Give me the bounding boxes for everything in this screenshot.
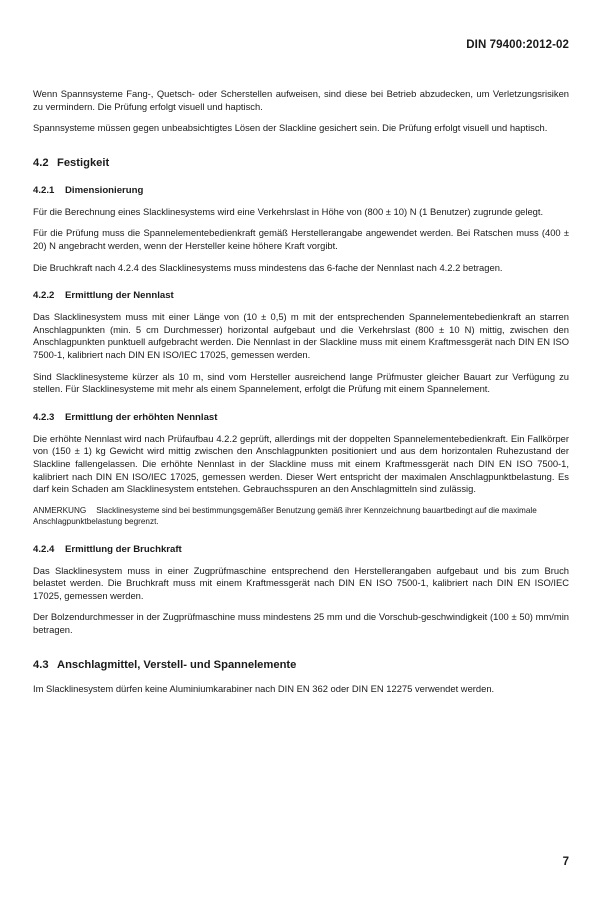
document-page (33, 0, 569, 902)
note (33, 505, 569, 528)
paragraph: Wenn Spannsysteme Fang-, Quetsch- oder Scherstellen aufweisen, sind diese bei Betrieb abzudecken, um Verletzungsrisiken zu vermindern. Die Prüfung erfolgt visuell und haptisch. (33, 88, 569, 112)
paragraph: Im Slacklinesystem dürfen keine Aluminiumkarabiner nach DIN EN 362 oder DIN EN 12275 verwendet werden. (33, 682, 495, 694)
section-title: Ermittlung der Bruchkraft (65, 543, 182, 555)
paragraph: Das Slacklinesystem muss in einer Zugprüfmaschine entsprechend den Herstellerangaben aufgebaut und bis zum Bruch belastet werden. Die Bruchkraft muss mit einem Kraftmessgerät nach DIN EN ISO 7500-1, kalibriert nach DIN EN ISO/IEC 17025, gemessen werden. (33, 564, 569, 601)
section-title: Ermittlung der Nennlast (65, 290, 174, 302)
paragraph: Für die Berechnung eines Slacklinesystems wird eine Verkehrslast in Höhe von (800 ± 10) N (1 Benutzer) zugrunde gelegt. (33, 205, 544, 217)
section-heading-4-2-4 (33, 544, 569, 555)
section-heading-4-2-2 (33, 290, 569, 301)
section-number: 4.3 (33, 658, 49, 671)
paragraph: Spannsysteme müssen gegen unbeabsichtigtes Lösen der Slackline gesichert sein. Die Prüfung erfolgt visuell und haptisch. (33, 122, 548, 134)
page-number: 7 (562, 856, 569, 868)
section-title: Anschlagmittel, Verstell- und Spannelemente (57, 658, 297, 671)
section-heading-4-2 (33, 157, 569, 169)
section-number: 4.2.4 (33, 543, 55, 555)
section-heading-4-2-1 (33, 185, 569, 196)
section-number: 4.2.3 (33, 411, 55, 423)
section-number: 4.2.2 (33, 290, 55, 302)
section-heading-4-3 (33, 659, 569, 671)
section-heading-4-2-3 (33, 412, 569, 423)
paragraph: Die erhöhte Nennlast wird nach Prüfaufbau 4.2.2 geprüft, allerdings mit der doppelten Spannelementebedienkraft. Ein Fallkörper von (150 ± 1) kg Gewicht wird mittig zwischen den Anschlagpunkten positioniert und aus dem horizontalen Ruhezustand der Slackline fallengelassen. Die erhöhte Nennlast in der Slackline muss mit einem Kraftmessgerät nach DIN EN ISO 7500-1, kalibriert nach DIN EN ISO/IEC 17025, gemessen werden. Dieser Wert entspricht der maximalen Anschlagpunktbelastung. Es darf kein Schaden am Slacklinesystem entstehen. Gebrauchsspuren an den Anschlagmitteln sind zulässig. (33, 432, 569, 495)
paragraph: Für die Prüfung muss die Spannelementebedienkraft gemäß Herstellerangabe angewendet werden. Bei Ratschen muss (400 ± 20) N angebracht werden, wenn der Hersteller keine höhere Kraft vorgibt. (33, 227, 569, 251)
section-number: 4.2.1 (33, 184, 55, 196)
paragraph: Die Bruchkraft nach 4.2.4 des Slacklinesystems muss mindestens das 6-fache der Nennlast nach 4.2.2 betragen. (33, 261, 503, 273)
paragraph: Sind Slacklinesysteme kürzer als 10 m, sind vom Hersteller ausreichend lange Prüfmuster gleicher Bauart zur Verfügung zu stellen. Für Slacklinesysteme mit mehr als einem Spannelement, erfolgt die Prüfung mit einem Spannelement. (33, 370, 569, 395)
note-text: Slacklinesysteme sind bei bestimmungsgemäßer Benutzung gemäß ihrer Kennzeichnung bauartbedingt auf die maximale Anschlagpunktbelastung begrenzt. (33, 505, 537, 527)
document-body (33, 88, 569, 704)
document-id: DIN 79400:2012-02 (466, 39, 569, 51)
section-number: 4.2 (33, 156, 49, 169)
section-title: Festigkeit (57, 156, 110, 169)
section-title: Dimensionierung (65, 184, 144, 196)
paragraph: Das Slacklinesystem muss mit einer Länge von (10 ± 0,5) m mit der entsprechenden Spannelementebedienkraft an starren Anschlagpunkten (min. 5 cm Durchmesser) horizontal aufgebaut und die Verkehrslast (800 ± 10 N) mittig, zwischen den Anschlagpunkten punktuell aufgebracht werden. Die Nennlast in der Slackline muss mit einem Kraftmessgerät nach DIN EN ISO 7500-1, kalibriert nach DIN EN ISO/IEC 17025, gemessen werden. (33, 311, 569, 360)
paragraph: Der Bolzendurchmesser in der Zugprüfmaschine muss mindestens 25 mm und die Vorschub-geschwindigkeit (100 ± 50) mm/min betragen. (33, 611, 569, 636)
note-label: ANMERKUNG (33, 505, 87, 515)
section-title: Ermittlung der erhöhten Nennlast (65, 411, 218, 423)
